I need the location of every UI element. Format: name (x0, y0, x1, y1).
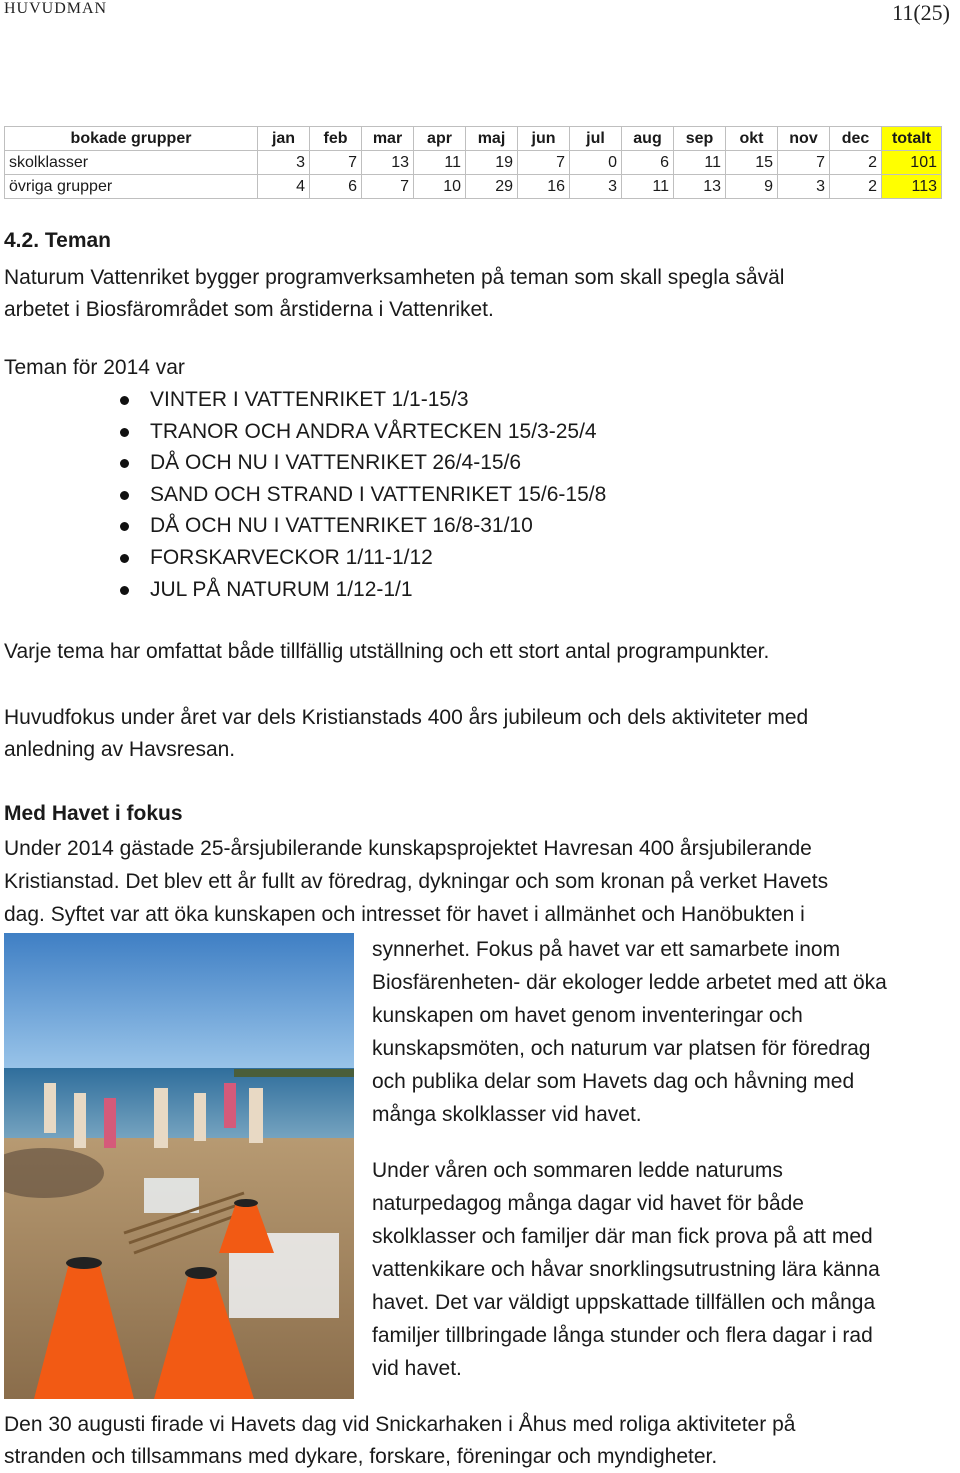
havet-line-2: Kristianstad. Det blev ett år fullt av föredrag, dykningar och som kronan på verket Havets (4, 870, 829, 893)
table-cell: 0 (570, 151, 622, 175)
table-header-cell: apr (414, 127, 466, 151)
list-item: VINTER I VATTENRIKET 1/1-15/3 (118, 384, 606, 416)
text-line: familjer tillbringade långa stunder och flera dagar i rad (372, 1324, 873, 1347)
table-cell: 11 (414, 151, 466, 175)
text-line: Under våren och sommaren ledde naturums (372, 1159, 783, 1182)
table-cell: 3 (778, 175, 830, 199)
havets-dag-line-2: stranden och tillsammans med dykare, forskare, föreningar och myndigheter. (4, 1445, 718, 1468)
table-cell: 13 (362, 151, 414, 175)
table-header-row (5, 127, 942, 151)
header-organization: HUVUDMAN (4, 0, 108, 17)
text-line: kunskapsmöten, och naturum var platsen för föredrag (372, 1037, 871, 1060)
table-cell: 7 (518, 151, 570, 175)
theme-summary: Varje tema har omfattat både tillfällig utställning och ett stort antal programpunkter. (4, 640, 770, 663)
table-header-cell: jul (570, 127, 622, 151)
table-header-cell: nov (778, 127, 830, 151)
table-cell: 2 (830, 151, 882, 175)
booked-groups-table (4, 126, 942, 199)
table-header-cell: totalt (882, 127, 942, 151)
table-cell: 29 (466, 175, 518, 199)
intro-line-2: arbetet i Biosfärområdet som årstiderna i Vattenriket. (4, 298, 494, 321)
table-cell: 4 (258, 175, 310, 199)
table-cell: 113 (882, 175, 942, 199)
table-row (5, 151, 942, 175)
section-heading (4, 229, 111, 253)
themes-intro: Teman för 2014 var (4, 356, 185, 379)
table-cell: 7 (310, 151, 362, 175)
havet-side-paragraph-2 (372, 1154, 952, 1385)
table-cell: 2 (830, 175, 882, 199)
havet-line-1: Under 2014 gästade 25-årsjubilerande kunskapsprojektet Havresan 400 årsjubilerande (4, 837, 812, 860)
intro-line-1: Naturum Vattenriket bygger programverksamheten på teman som skall spegla såväl (4, 266, 785, 289)
text-line: naturpedagog många dagar vid havet för både (372, 1192, 804, 1215)
table-cell: 13 (674, 175, 726, 199)
page-number: 11(25) (892, 0, 950, 25)
text-line: skolklasser och familjer där man fick prova på att med (372, 1225, 873, 1248)
text-line: vid havet. (372, 1357, 462, 1380)
havet-side-paragraph-1 (372, 933, 952, 1131)
havets-dag-line-1: Den 30 augusti firade vi Havets dag vid Snickarhaken i Åhus med roliga aktiviteter på (4, 1413, 796, 1436)
text-line: vattenkikare och håvar snorklingsutrustning lära känna (372, 1258, 880, 1281)
table-cell: 6 (310, 175, 362, 199)
table-cell: 101 (882, 151, 942, 175)
text-line: och publika delar som Havets dag och håvning med (372, 1070, 855, 1093)
table-cell: 6 (622, 151, 674, 175)
beach-photo (4, 933, 354, 1399)
table-cell: 9 (726, 175, 778, 199)
list-item: DÅ OCH NU I VATTENRIKET 16/8-31/10 (118, 510, 606, 542)
table-cell: 7 (362, 175, 414, 199)
section-title: Teman (44, 229, 112, 252)
table-header-cell: jan (258, 127, 310, 151)
table-header-cell: aug (622, 127, 674, 151)
table-cell: 11 (622, 175, 674, 199)
text-line: Biosfärenheten- där ekologer ledde arbetet med att öka (372, 971, 887, 994)
table-header-cell: okt (726, 127, 778, 151)
table-cell: 16 (518, 175, 570, 199)
table-cell: 15 (726, 151, 778, 175)
table-cell: 7 (778, 151, 830, 175)
text-line: synnerhet. Fokus på havet var ett samarbete inom (372, 938, 841, 961)
focus-line-2: anledning av Havsresan. (4, 738, 236, 761)
table-header-cell: maj (466, 127, 518, 151)
table-row (5, 175, 942, 199)
text-line: kunskapen om havet genom inventeringar och (372, 1004, 803, 1027)
table-header-cell: sep (674, 127, 726, 151)
list-item: JUL PÅ NATURUM 1/12-1/1 (118, 574, 606, 606)
list-item: FORSKARVECKOR 1/11-1/12 (118, 542, 606, 574)
section-number: 4.2. (4, 229, 40, 252)
table-cell: 10 (414, 175, 466, 199)
table-cell: 11 (674, 151, 726, 175)
beach-photo-illustration (4, 933, 354, 1399)
text-line: havet. Det var väldigt uppskattade tillfällen och många (372, 1291, 876, 1314)
table-header-cell: feb (310, 127, 362, 151)
table-cell: 19 (466, 151, 518, 175)
themes-list (118, 384, 606, 605)
havet-heading: Med Havet i fokus (4, 802, 183, 825)
table-header-cell: mar (362, 127, 414, 151)
table-cell: 3 (570, 175, 622, 199)
havet-line-3: dag. Syftet var att öka kunskapen och intresset för havet i allmänhet och Hanöbukten i (4, 903, 805, 926)
table-header-cell: jun (518, 127, 570, 151)
row-label: övriga grupper (5, 175, 258, 199)
table-header-cell: dec (830, 127, 882, 151)
text-line: många skolklasser vid havet. (372, 1103, 642, 1126)
list-item: SAND OCH STRAND I VATTENRIKET 15/6-15/8 (118, 479, 606, 511)
list-item: DÅ OCH NU I VATTENRIKET 26/4-15/6 (118, 447, 606, 479)
table-header-label: bokade grupper (5, 127, 258, 151)
table-cell: 3 (258, 151, 310, 175)
list-item: TRANOR OCH ANDRA VÅRTECKEN 15/3-25/4 (118, 416, 606, 448)
focus-line-1: Huvudfokus under året var dels Kristianstads 400 års jubileum och dels aktiviteter med (4, 706, 809, 729)
row-label: skolklasser (5, 151, 258, 175)
